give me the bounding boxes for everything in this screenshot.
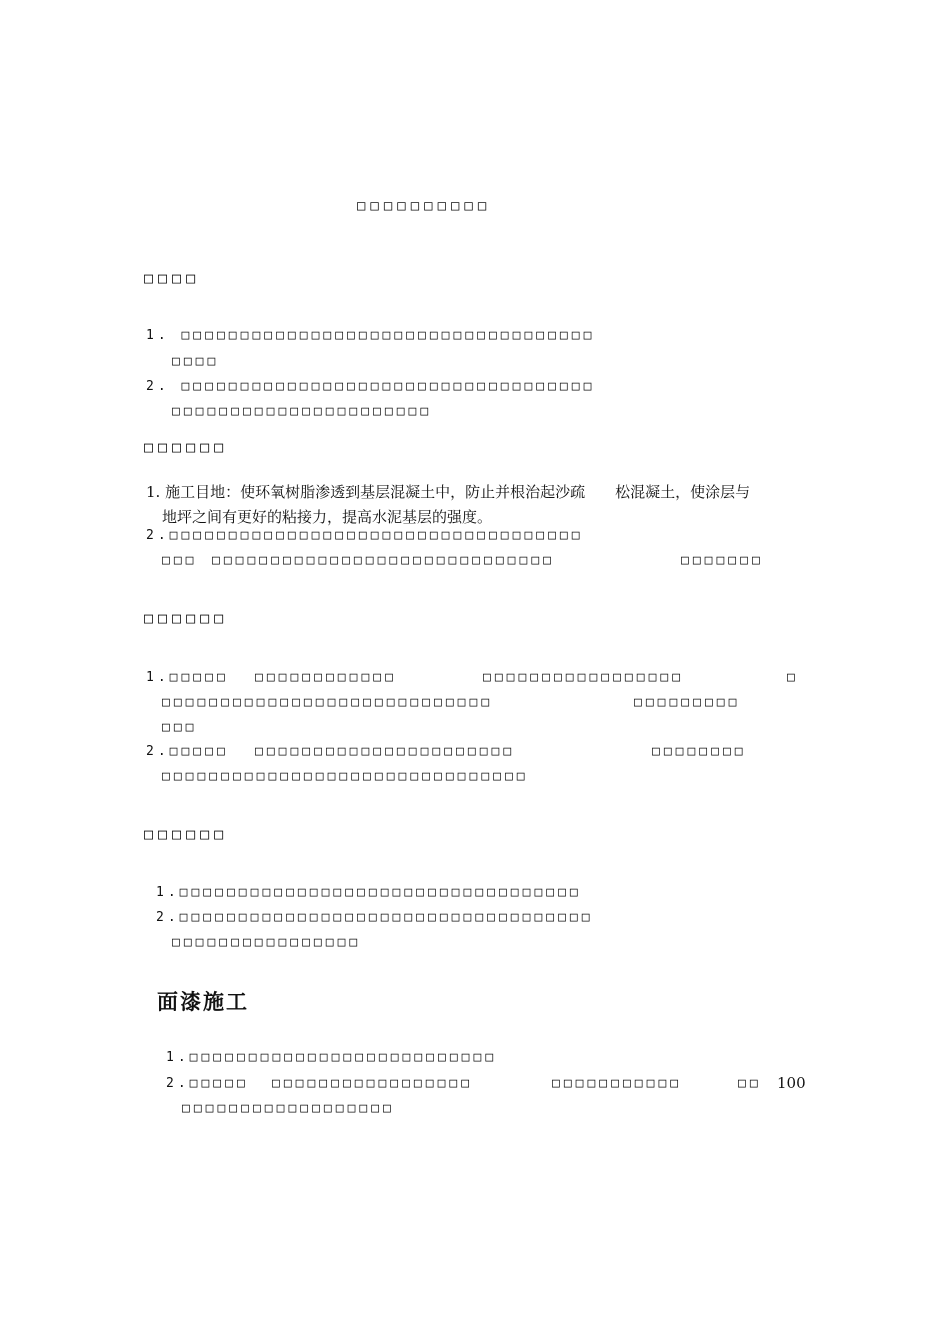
section-3-item-1-line-1b: □□□□□□□□□□□□ (255, 670, 397, 685)
section-4-item-1: 1.□□□□□□□□□□□□□□□□□□□□□□□□□□□□□□□□□□ (156, 885, 582, 900)
section-1-item-1-line-2: □□□□ (172, 354, 220, 369)
section-3-item-1-line-1a: 1.□□□□□ (146, 670, 229, 685)
section-4-item-2-line-2: □□□□□□□□□□□□□□□□ (172, 935, 362, 950)
section-5-item-2-number: 100 (777, 1074, 806, 1092)
section-5-item-1: 1.□□□□□□□□□□□□□□□□□□□□□□□□□□ (166, 1050, 498, 1065)
section-2-item-2-line-2c: □□□□□□□ (681, 553, 764, 568)
section-5-item-2-line-1c: □□□□□□□□□□□ (552, 1076, 683, 1091)
section-3-item-1-line-1d: □ (787, 670, 799, 685)
section-3-item-1-line-2b: □□□□□□□□□ (634, 695, 741, 710)
section-3-item-2-line-1c: □□□□□□□□ (652, 744, 747, 759)
section-2-item-1-line-1: 1. 施工目地：使环氧树脂渗透到基层混凝土中，防止并根治起沙疏 松混凝土，使涂层与 (146, 483, 751, 501)
section-5-item-2-line-1d: □□ (738, 1076, 762, 1091)
section-1-item-2-line-2: □□□□□□□□□□□□□□□□□□□□□□ (172, 404, 433, 419)
section-5-item-2-line-1b: □□□□□□□□□□□□□□□□□ (272, 1076, 474, 1091)
section-4-heading: □□□□□□ (144, 825, 229, 843)
section-2-item-2-line-2a: □□□ (162, 553, 198, 568)
section-3-heading: □□□□□□ (144, 609, 229, 627)
section-4-item-2-line-1: 2.□□□□□□□□□□□□□□□□□□□□□□□□□□□□□□□□□□□ (156, 910, 594, 925)
section-2-item-2-line-1: 2.□□□□□□□□□□□□□□□□□□□□□□□□□□□□□□□□□□□ (146, 528, 584, 543)
section-2-heading: □□□□□□ (144, 438, 229, 456)
section-3-item-1-line-1c: □□□□□□□□□□□□□□□□□ (483, 670, 685, 685)
section-1-heading: □□□□ (144, 269, 201, 287)
section-5-item-2-line-1a: 2.□□□□□ (166, 1076, 249, 1091)
section-3-item-2-line-1b: □□□□□□□□□□□□□□□□□□□□□□ (255, 744, 516, 759)
section-3-item-2-line-1a: 2.□□□□□ (146, 744, 229, 759)
section-1-item-2-line-1: 2. □□□□□□□□□□□□□□□□□□□□□□□□□□□□□□□□□□□ (146, 379, 596, 394)
section-3-item-1-line-3: □□□ (162, 720, 198, 735)
section-3-item-1-line-2a: □□□□□□□□□□□□□□□□□□□□□□□□□□□□ (162, 695, 494, 710)
section-5-heading: 面漆施工 (157, 989, 249, 1014)
section-2-item-1-line-2: 地坪之间有更好的粘接力，提高水泥基层的强度。 (162, 508, 493, 526)
document-title: □□□□□□□□□□ (357, 198, 492, 214)
section-2-item-2-line-2b: □□□□□□□□□□□□□□□□□□□□□□□□□□□□□ (212, 553, 555, 568)
section-1-item-1-line-1: 1. □□□□□□□□□□□□□□□□□□□□□□□□□□□□□□□□□□□ (146, 328, 596, 343)
section-3-item-2-line-2: □□□□□□□□□□□□□□□□□□□□□□□□□□□□□□□ (162, 769, 529, 784)
section-5-item-2-line-2: □□□□□□□□□□□□□□□□□□ (182, 1101, 395, 1116)
